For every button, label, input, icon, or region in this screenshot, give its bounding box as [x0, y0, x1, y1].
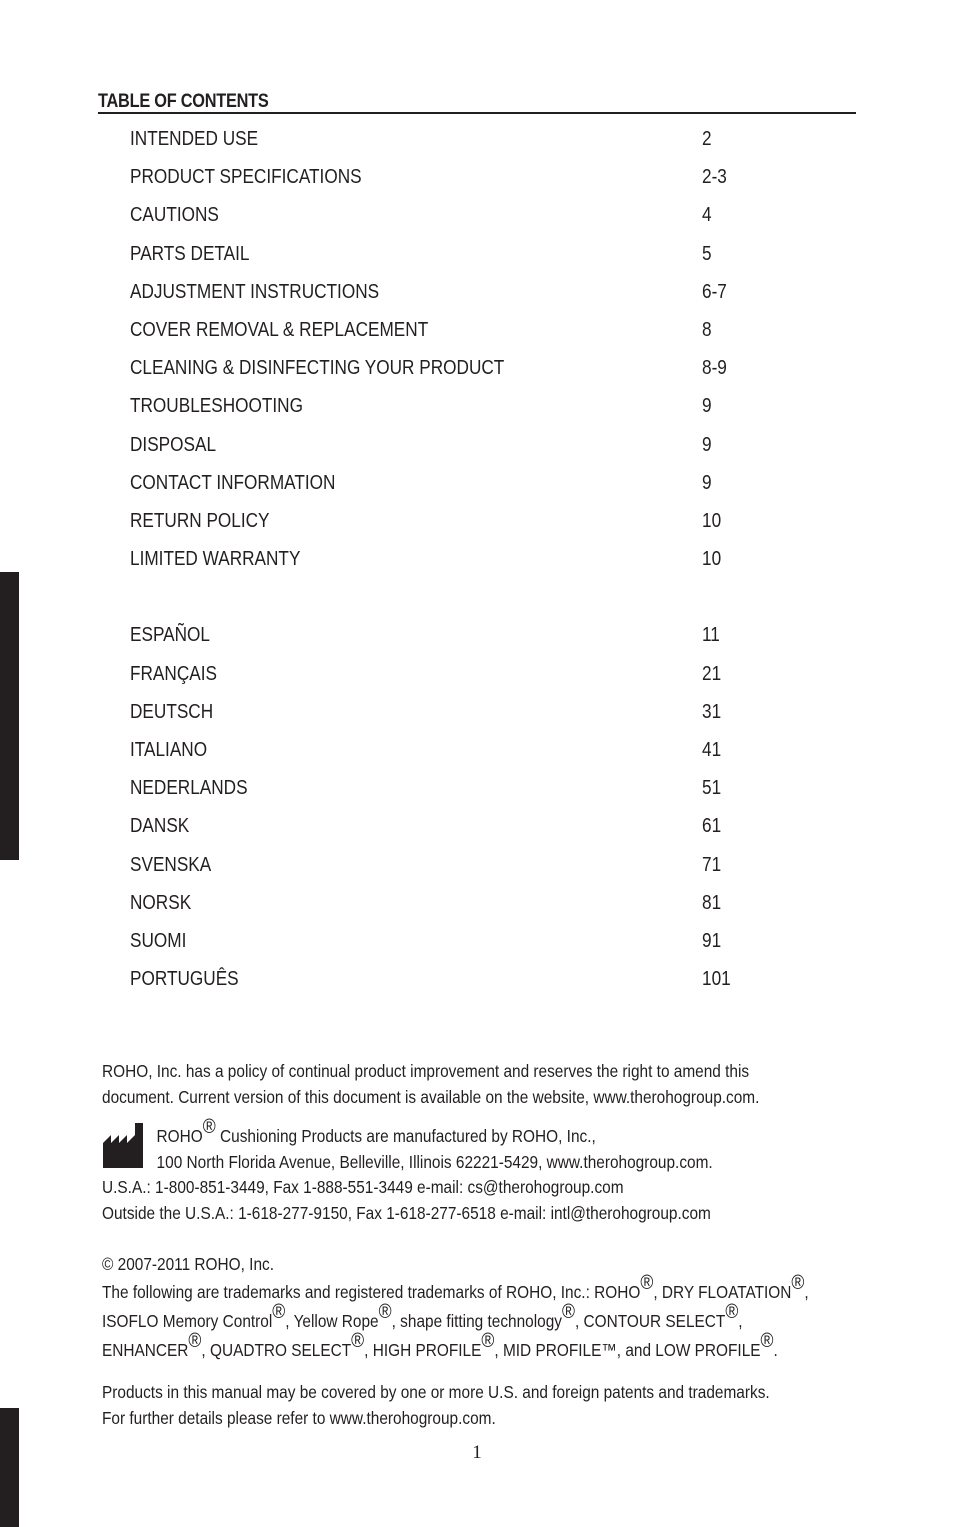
tm-yellow-rope: Yellow Rope: [293, 1311, 379, 1331]
toc-entry-label: LIMITED WARRANTY: [130, 548, 301, 571]
toc-entry[interactable]: [130, 125, 810, 163]
toc-language-entry[interactable]: [130, 927, 810, 965]
registered-mark: ®: [272, 1301, 286, 1323]
patents-notice: [102, 1380, 770, 1431]
toc-entry-page: 4: [702, 204, 712, 227]
tm-isoflo: ISOFLO Memory Control: [102, 1311, 273, 1331]
registered-mark: ®: [640, 1272, 654, 1294]
registered-mark: ®: [351, 1330, 365, 1352]
page-number: 1: [472, 1442, 482, 1463]
registered-mark: ®: [791, 1272, 805, 1294]
toc-language-page: 41: [702, 739, 722, 761]
usa-contact: U.S.A.: 1-800-851-3449, Fax 1-888-551-3449 e-mail: cs@therohogroup.com: [102, 1177, 624, 1197]
toc-language-page: 101: [702, 968, 731, 991]
toc-language-page: 31: [702, 700, 722, 723]
toc-entry-label: DISPOSAL: [130, 433, 217, 456]
toc-entry-page: 10: [702, 548, 722, 571]
toc-language-entry[interactable]: [130, 889, 810, 927]
toc-entry-page: 9: [702, 395, 712, 418]
toc-language-label: ESPAÑOL: [130, 624, 210, 647]
toc-language-page: 11: [702, 624, 720, 647]
trademarks-line: The following are trademarks and registered trademarks of ROHO, Inc.: ROHO®, DRY FLOATATION®,: [102, 1272, 809, 1302]
tm-quadtro-select: QUADTRO SELECT: [209, 1340, 352, 1360]
tm-shape-fitting: shape fitting technology: [400, 1311, 563, 1331]
toc-entry[interactable]: [130, 507, 810, 545]
toc-list: [130, 125, 810, 1003]
improvement-policy-text: [102, 1059, 759, 1110]
toc-language-page: 71: [702, 853, 722, 876]
policy-line: document. Current version of this document is available on the website, www.therohogroup.com.: [102, 1086, 760, 1107]
patents-line: For further details please refer to www.therohogroup.com.: [102, 1407, 496, 1428]
toc-language-label: PORTUGUÊS: [130, 968, 239, 991]
toc-entry[interactable]: [130, 316, 810, 354]
toc-entry-label: PARTS DETAIL: [130, 242, 250, 265]
manufacturer-address: 100 North Florida Avenue, Belleville, Illinois 62221-5429, www.therohogroup.com.: [156, 1151, 713, 1172]
tm-low-profile: LOW PROFILE: [655, 1340, 761, 1360]
toc-entry[interactable]: [130, 240, 810, 278]
registered-mark: ®: [562, 1301, 575, 1323]
manufacturer-statement: Cushioning Products are manufactured by ROHO, Inc.,: [215, 1126, 596, 1146]
copyright-notice: © 2007-2011 ROHO, Inc.: [102, 1254, 274, 1274]
toc-entry-label: COVER REMOVAL & REPLACEMENT: [130, 318, 429, 341]
toc-entry-label: RETURN POLICY: [130, 509, 270, 532]
trademarks-notice: [102, 1272, 809, 1365]
toc-entry-label: PRODUCT SPECIFICATIONS: [130, 166, 362, 189]
toc-entry[interactable]: [130, 201, 810, 239]
policy-line: ROHO, Inc. has a policy of continual product improvement and reserves the right to amend this: [102, 1061, 750, 1081]
toc-language-page: 61: [702, 815, 722, 838]
toc-entry[interactable]: [130, 392, 810, 430]
registered-mark: ®: [202, 1116, 216, 1138]
patents-line: Products in this manual may be covered by one or more U.S. and foreign patents and trademarks.: [102, 1382, 770, 1402]
toc-language-entry[interactable]: [130, 736, 810, 774]
registered-mark: ®: [481, 1330, 495, 1352]
toc-entry[interactable]: [130, 545, 810, 583]
toc-entry-label: CAUTIONS: [130, 204, 219, 227]
tm-roho: ROHO: [594, 1282, 641, 1302]
toc-language-label: SVENSKA: [130, 853, 212, 876]
toc-spacer: [130, 583, 810, 621]
toc-title: TABLE OF CONTENTS: [98, 91, 269, 112]
toc-entry-label: INTENDED USE: [130, 128, 259, 150]
tm-high-profile: HIGH PROFILE: [372, 1340, 482, 1360]
toc-entry-page: 6-7: [702, 280, 727, 303]
section-tab-marker-bottom: [0, 1408, 19, 1527]
trademarks-line: ENHANCER®, QUADTRO SELECT®, HIGH PROFILE®, MID PROFILE™, and LOW PROFILE®.: [102, 1330, 778, 1360]
toc-entry[interactable]: [130, 354, 810, 392]
toc-language-label: ITALIANO: [130, 739, 208, 761]
toc-entry[interactable]: [130, 278, 810, 316]
toc-language-entry[interactable]: [130, 621, 810, 659]
manufacturer-line: [102, 1116, 713, 1150]
tm-enhancer: ENHANCER: [102, 1340, 189, 1360]
toc-entry-page: 9: [702, 433, 712, 456]
toc-language-entry[interactable]: [130, 698, 810, 736]
trademarks-line: ISOFLO Memory Control®, Yellow Rope®, shape fitting technology®, CONTOUR SELECT®,: [102, 1301, 743, 1331]
international-contact: Outside the U.S.A.: 1-618-277-9150, Fax 1-618-277-6518 e-mail: intl@therohogroup.com: [102, 1202, 711, 1223]
toc-entry-page: 10: [702, 509, 722, 532]
tm-contour-select: CONTOUR SELECT: [583, 1311, 726, 1331]
toc-entry-label: ADJUSTMENT INSTRUCTIONS: [130, 280, 380, 303]
toc-language-label: DEUTSCH: [130, 700, 214, 723]
brand-roho: ROHO: [156, 1126, 203, 1146]
toc-entry[interactable]: [130, 163, 810, 201]
toc-entry-label: CONTACT INFORMATION: [130, 471, 336, 494]
toc-entry-page: 9: [702, 471, 712, 494]
toc-language-entry[interactable]: [130, 965, 810, 1003]
toc-language-entry[interactable]: [130, 851, 810, 889]
toc-entry-page: 2-3: [702, 166, 727, 189]
registered-mark: ®: [378, 1301, 392, 1323]
registered-mark: ®: [760, 1330, 774, 1352]
toc-language-entry[interactable]: [130, 812, 810, 850]
registered-mark: ®: [725, 1301, 739, 1323]
toc-language-label: NEDERLANDS: [130, 777, 248, 800]
toc-entry-label: TROUBLESHOOTING: [130, 395, 303, 418]
toc-language-entry[interactable]: [130, 660, 810, 698]
toc-entry-page: 2: [702, 128, 712, 150]
manufacturer-info: [102, 1116, 713, 1226]
tm-mid-profile: MID PROFILE™: [502, 1340, 617, 1360]
toc-title-rule: [98, 112, 856, 114]
section-tab-marker: [0, 572, 19, 860]
toc-language-label: DANSK: [130, 815, 190, 838]
toc-entry-label: CLEANING & DISINFECTING YOUR PRODUCT: [130, 357, 505, 380]
toc-language-page: 81: [702, 891, 722, 914]
toc-language-page: 51: [702, 777, 722, 800]
toc-language-entry[interactable]: [130, 774, 810, 812]
tm-dry-floatation: DRY FLOATATION: [661, 1282, 792, 1302]
toc-language-page: 21: [702, 662, 722, 685]
toc-entry-page: 5: [702, 242, 712, 265]
toc-entry[interactable]: [130, 431, 810, 469]
toc-entry-page: 8: [702, 318, 712, 341]
toc-entry-page: 8-9: [702, 357, 727, 380]
trademarks-intro: The following are trademarks and registered trademarks of ROHO, Inc.:: [102, 1282, 595, 1302]
toc-language-label: FRANÇAIS: [130, 662, 217, 685]
toc-entry[interactable]: [130, 469, 810, 507]
toc-language-label: SUOMI: [130, 929, 187, 952]
registered-mark: ®: [188, 1330, 202, 1352]
toc-language-label: NORSK: [130, 891, 192, 914]
toc-language-page: 91: [702, 929, 722, 952]
